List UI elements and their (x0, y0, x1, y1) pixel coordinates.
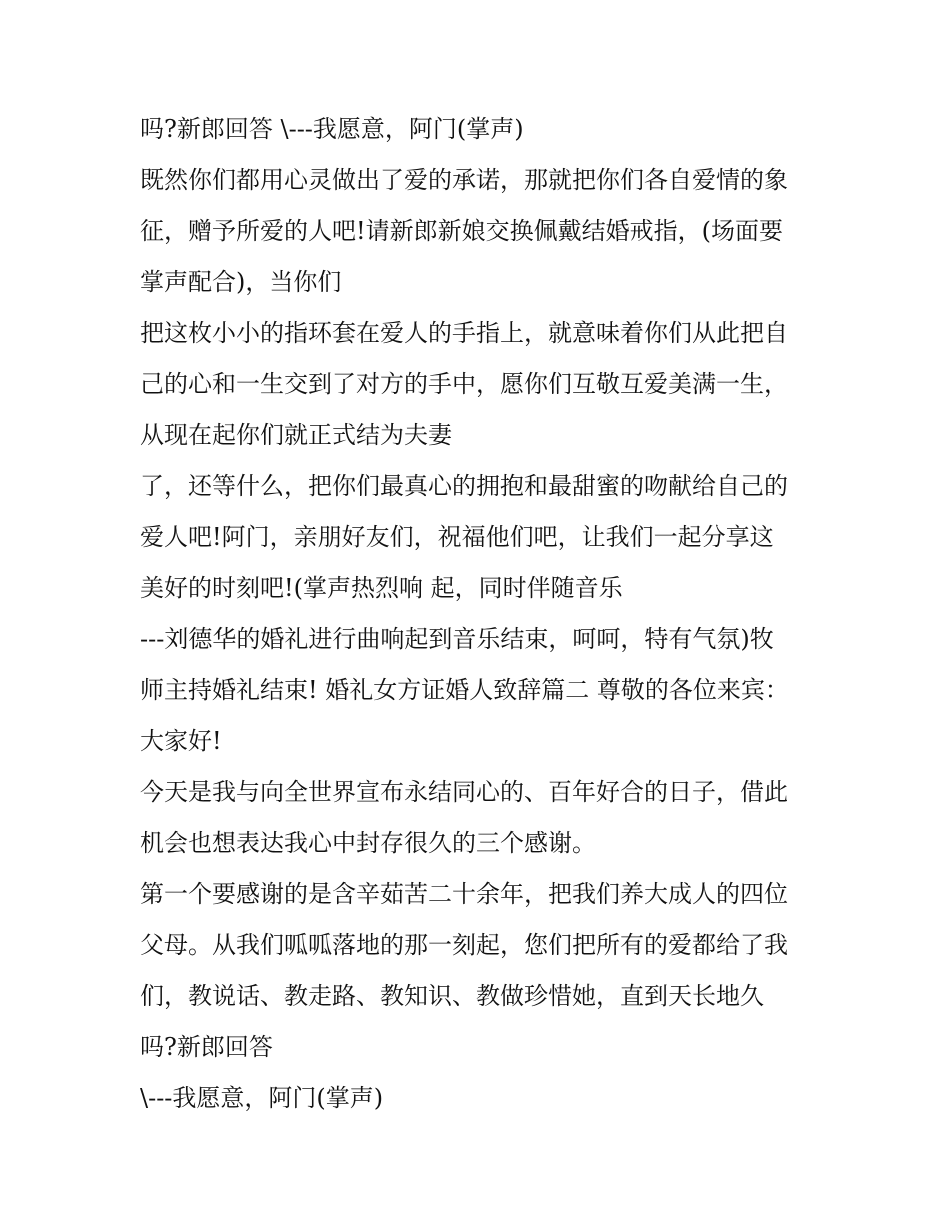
text-line: 爱人吧!阿门，亲朋好友们，祝福他们吧，让我们一起分享这 (140, 523, 774, 551)
text-line: 第一个要感谢的是含辛茹苦二十余年，把我们养大成人的四位 (140, 880, 788, 908)
text-line: 大家好! (140, 727, 222, 755)
text-line: 征，赠予所爱的人吧!请新郎新娘交换佩戴结婚戒指，(场面要 (140, 217, 784, 245)
text-line: 们，教说话、教走路、教知识、教做珍惜她，直到天长地久 (140, 982, 764, 1010)
text-line: \---我愿意，阿门(掌声) (140, 1084, 384, 1112)
text-line: 机会也想表达我心中封存很久的三个感谢。 (140, 829, 596, 857)
text-line: 吗?新郎回答 \---我愿意，阿门(掌声) (140, 115, 524, 143)
text-line: 今天是我与向全世界宣布永结同心的、百年好合的日子，借此 (140, 778, 788, 806)
text-line: 吗?新郎回答 (140, 1033, 273, 1061)
text-line: 父母。从我们呱呱落地的那一刻起，您们把所有的爱都给了我 (140, 931, 788, 959)
document-body (140, 108, 830, 1128)
text-line: 己的心和一生交到了对方的手中，愿你们互敬互爱美满一生， (140, 370, 788, 398)
text-line: ---刘德华的婚礼进行曲响起到音乐结束，呵呵，特有气氛)牧 (140, 625, 774, 653)
text-line: 师主持婚礼结束! 婚礼女方证婚人致辞篇二 尊敬的各位来宾： (140, 676, 789, 704)
text-line: 既然你们都用心灵做出了爱的承诺，那就把你们各自爱情的象 (140, 166, 788, 194)
text-line: 从现在起你们就正式结为夫妻 (140, 421, 452, 449)
text-line: 了，还等什么，把你们最真心的拥抱和最甜蜜的吻献给自己的 (140, 472, 788, 500)
text-line: 美好的时刻吧!(掌声热烈响 起，同时伴随音乐 (140, 574, 623, 602)
text-line: 把这枚小小的指环套在爱人的手指上，就意味着你们从此把自 (140, 319, 788, 347)
text-line: 掌声配合)，当你们 (140, 268, 342, 296)
